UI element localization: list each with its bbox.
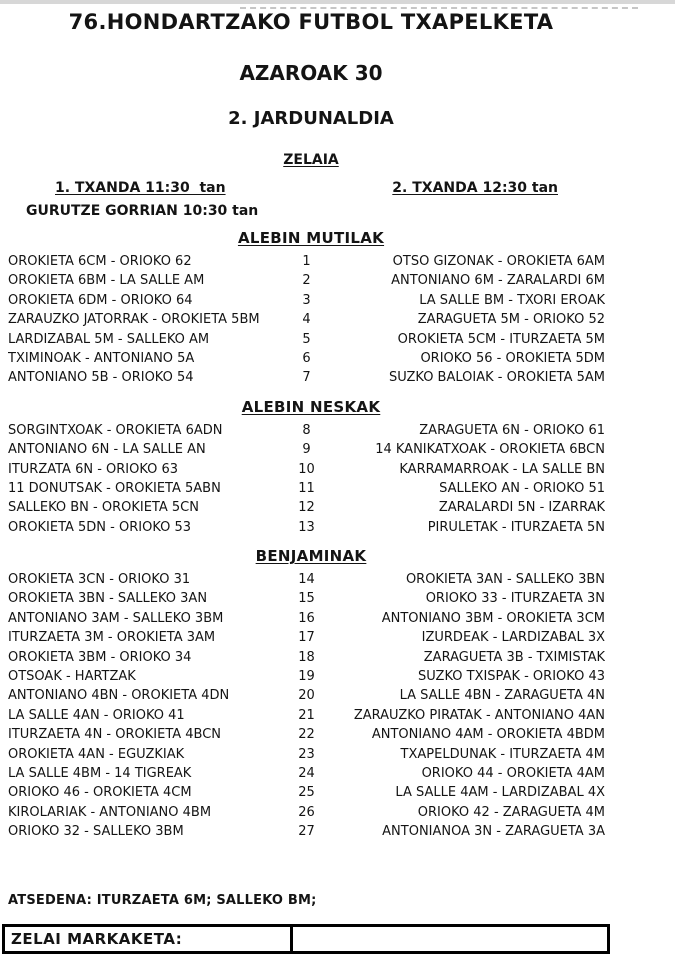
match-number: 13: [298, 519, 315, 535]
match-left-pairing: LA SALLE 4AN - ORIOKO 41: [8, 707, 185, 723]
match-row: [0, 783, 622, 802]
match-left-pairing: LA SALLE 4BM - 14 TIGREAK: [8, 765, 192, 781]
match-left-pairing: ANTONIANO 5B - ORIOKO 54: [8, 370, 194, 386]
matchday-heading: 2. JARDUNALDIA: [228, 108, 394, 129]
match-number: 14: [298, 572, 315, 588]
match-row: [0, 628, 622, 647]
match-left-pairing: OROKIETA 6CM - ORIOKO 62: [8, 254, 192, 269]
match-row: [0, 589, 622, 608]
match-left-pairing: TXIMINOAK - ANTONIANO 5A: [8, 350, 195, 366]
match-number: 25: [298, 785, 315, 801]
match-number: 6: [302, 350, 311, 366]
match-number: 27: [298, 824, 315, 840]
match-right-pairing: PIRULETAK - ITURZAETA 5N: [427, 519, 605, 535]
rest-note: ATSEDENA: ITURZAETA 6M; SALLEKO BM;: [8, 892, 317, 908]
match-row: [0, 648, 622, 667]
match-right-pairing: SALLEKO AN - ORIOKO 51: [439, 480, 605, 496]
match-number: 2: [302, 273, 311, 289]
field-marking-label: ZELAI MARKAKETA:: [5, 927, 293, 951]
match-row: [0, 609, 622, 628]
match-number: 17: [298, 630, 315, 646]
match-right-pairing: ORIOKO 44 - OROKIETA 4AM: [421, 765, 605, 781]
match-number: 1: [302, 254, 311, 269]
match-row: [0, 725, 622, 744]
match-right-pairing: ANTONIANO 4AM - OROKIETA 4BDM: [371, 727, 605, 743]
match-left-pairing: ITURZATA 6N - ORIOKO 63: [8, 461, 179, 477]
match-right-pairing: KARRAMARROAK - LA SALLE BN: [399, 461, 605, 477]
match-row: [0, 479, 622, 498]
match-row: [0, 421, 622, 440]
match-left-pairing: ANTONIANO 6N - LA SALLE AN: [8, 442, 206, 458]
match-left-pairing: OROKIETA 6BM - LA SALLE AM: [8, 273, 205, 289]
match-right-pairing: ORIOKO 56 - OROKIETA 5DM: [420, 350, 605, 366]
match-left-pairing: SORGINTXOAK - OROKIETA 6ADN: [8, 422, 223, 438]
match-row: [0, 518, 622, 537]
match-row: [0, 349, 622, 368]
match-row: [0, 498, 622, 517]
match-number: 20: [298, 688, 315, 704]
match-left-pairing: SALLEKO BN - OROKIETA 5CN: [8, 500, 199, 516]
match-right-pairing: LA SALLE BM - TXORI EROAK: [419, 292, 605, 308]
section-title: ALEBIN MUTILAK: [237, 229, 385, 247]
match-left-pairing: OROKIETA 3BN - SALLEKO 3AN: [8, 591, 208, 607]
match-row: [0, 706, 622, 725]
match-number: 23: [298, 746, 315, 762]
match-right-pairing: LA SALLE 4AM - LARDIZABAL 4X: [395, 785, 605, 801]
match-row: [0, 667, 622, 686]
match-row: [0, 822, 622, 841]
match-left-pairing: KIROLARIAK - ANTONIANO 4BM: [8, 804, 212, 820]
match-number: 18: [298, 649, 315, 665]
match-number: 21: [298, 707, 315, 723]
match-left-pairing: OROKIETA 6DM - ORIOKO 64: [8, 292, 193, 308]
match-row: [0, 310, 622, 329]
rounds-row: [0, 180, 622, 196]
match-row: [0, 570, 622, 589]
match-right-pairing: ZARAGUETA 6N - ORIOKO 61: [419, 422, 605, 438]
match-row: [0, 291, 622, 310]
match-number: 16: [298, 610, 315, 626]
match-right-pairing: OROKIETA 3AN - SALLEKO 3BN: [405, 572, 605, 588]
match-left-pairing: OROKIETA 5DN - ORIOKO 53: [8, 519, 192, 535]
match-row: [0, 460, 622, 479]
match-left-pairing: OROKIETA 3BM - ORIOKO 34: [8, 649, 192, 665]
match-left-pairing: OROKIETA 4AN - EGUZKIAK: [8, 746, 185, 762]
match-number: 9: [302, 442, 311, 458]
match-left-pairing: ITURZAETA 3M - OROKIETA 3AM: [8, 630, 216, 646]
page-title: 76.HONDARTZAKO FUTBOL TXAPELKETA: [68, 10, 554, 34]
field-heading: ZELAIA: [283, 152, 339, 168]
match-number: 26: [298, 804, 315, 820]
match-right-pairing: TXAPELDUNAK - ITURZAETA 4M: [400, 746, 605, 762]
match-right-pairing: LA SALLE 4BN - ZARAGUETA 4N: [399, 688, 605, 704]
match-right-pairing: OTSO GIZONAK - OROKIETA 6AM: [392, 254, 605, 269]
match-number: 4: [302, 312, 311, 328]
match-right-pairing: SUZKO TXISPAK - ORIOKO 43: [418, 669, 605, 685]
match-right-pairing: OROKIETA 5CM - ITURZAETA 5M: [397, 331, 605, 347]
match-right-pairing: ANTONIANOA 3N - ZARAGUETA 3A: [382, 824, 605, 840]
match-right-pairing: ORIOKO 33 - ITURZAETA 3N: [425, 591, 605, 607]
match-right-pairing: ZARAUZKO PIRATAK - ANTONIANO 4AN: [353, 707, 605, 723]
match-left-pairing: ORIOKO 46 - OROKIETA 4CM: [8, 785, 192, 801]
match-left-pairing: LARDIZABAL 5M - SALLEKO AM: [8, 331, 210, 347]
match-left-pairing: ORIOKO 32 - SALLEKO 3BM: [8, 824, 184, 840]
field-marking-value-cell: [293, 927, 607, 951]
match-right-pairing: ORIOKO 42 - ZARAGUETA 4M: [417, 804, 605, 820]
match-row: [0, 686, 622, 705]
match-row: [0, 745, 622, 764]
match-number: 3: [302, 292, 311, 308]
match-number: 12: [298, 500, 315, 516]
match-left-pairing: ZARAUZKO JATORRAK - OROKIETA 5BM: [8, 312, 260, 328]
match-row: [0, 440, 622, 459]
match-number: 10: [298, 461, 315, 477]
field-marking-table: [2, 924, 610, 954]
round-2-heading: 2. TXANDA 12:30 tan: [392, 180, 558, 196]
match-left-pairing: OTSOAK - HARTZAK: [8, 669, 136, 685]
match-number: 19: [298, 669, 315, 685]
match-number: 15: [298, 591, 315, 607]
red-cross-note: GURUTZE GORRIAN 10:30 tan: [26, 203, 259, 219]
match-right-pairing: IZURDEAK - LARDIZABAL 3X: [421, 630, 605, 646]
match-sections: [0, 229, 622, 842]
event-date: AZAROAK 30: [239, 61, 383, 85]
match-number: 11: [298, 480, 315, 496]
match-number: 7: [302, 370, 311, 386]
match-right-pairing: ZARAGUETA 5M - ORIOKO 52: [417, 312, 605, 328]
match-number: 8: [302, 422, 311, 438]
match-row: [0, 252, 622, 271]
match-row: [0, 764, 622, 783]
match-left-pairing: ANTONIANO 3AM - SALLEKO 3BM: [8, 610, 224, 626]
page-top-border-artifact: [0, 0, 675, 4]
match-right-pairing: ANTONIANO 3BM - OROKIETA 3CM: [381, 610, 605, 626]
match-number: 22: [298, 727, 315, 743]
match-right-pairing: ZARAGUETA 3B - TXIMISTAK: [423, 649, 605, 665]
match-row: [0, 271, 622, 290]
match-number: 24: [298, 765, 315, 781]
match-right-pairing: 14 KANIKATXOAK - OROKIETA 6BCN: [375, 442, 605, 458]
match-number: 5: [302, 331, 311, 347]
match-right-pairing: ANTONIANO 6M - ZARALARDI 6M: [391, 273, 605, 289]
match-left-pairing: ITURZAETA 4N - OROKIETA 4BCN: [8, 727, 222, 743]
section-title: BENJAMINAK: [255, 547, 367, 566]
match-right-pairing: ZARALARDI 5N - IZARRAK: [438, 500, 605, 516]
match-row: [0, 368, 622, 387]
match-left-pairing: 11 DONUTSAK - OROKIETA 5ABN: [8, 480, 221, 496]
section-title: ALEBIN NESKAK: [241, 397, 381, 416]
round-1-heading: 1. TXANDA 11:30 tan: [55, 180, 226, 196]
page-top-dashed-artifact: [240, 7, 638, 9]
match-left-pairing: OROKIETA 3CN - ORIOKO 31: [8, 572, 191, 588]
match-right-pairing: SUZKO BALOIAK - OROKIETA 5AM: [388, 370, 605, 386]
match-left-pairing: ANTONIANO 4BN - OROKIETA 4DN: [8, 688, 230, 704]
match-row: [0, 803, 622, 822]
match-row: [0, 330, 622, 349]
